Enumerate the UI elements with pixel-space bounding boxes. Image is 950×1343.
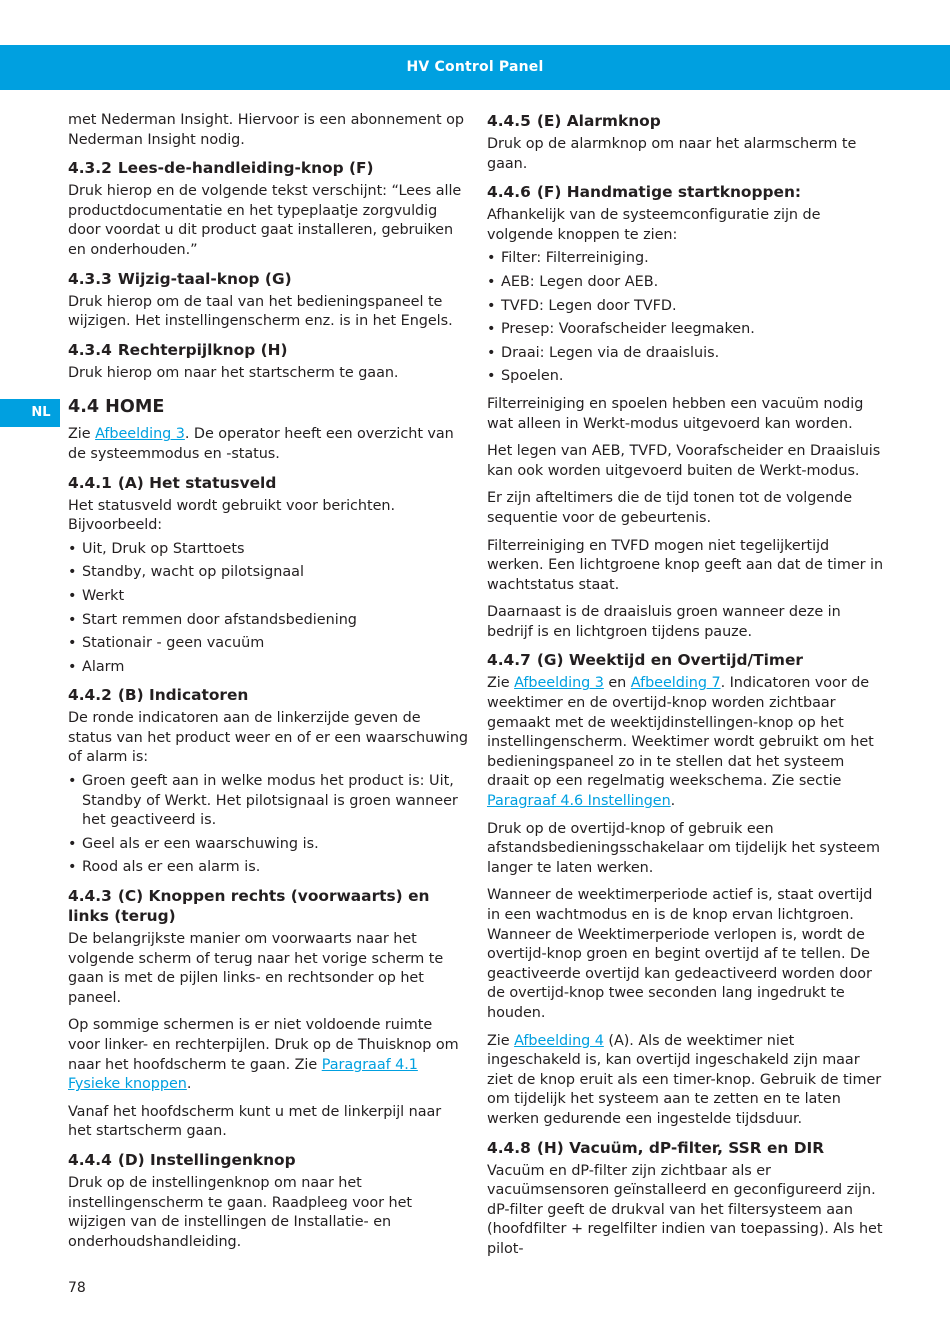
start-buttons-list: [487, 249, 887, 387]
list-item: • Filter: Filterreiniging.: [487, 249, 887, 269]
section-4-4-6-text: Afhankelijk van de systeemconfiguratie zijn de volgende knoppen te zien:: [487, 207, 821, 243]
list-item: • AEB: Legen door AEB.: [487, 273, 887, 293]
afbeelding-3-link[interactable]: Afbeelding 3: [95, 426, 185, 443]
section-4-4-5-text: Druk op de alarmknop om naar het alarmscherm te gaan.: [487, 136, 857, 172]
list-item: • Spoelen.: [487, 367, 887, 387]
list-item: • TVFD: Legen door TVFD.: [487, 297, 887, 317]
section-4-4-7-para-4: Zie Afbeelding 4 (A). Als de weektimer niet ingeschakeld is, kan overtijd ingeschakeld zijn maar ziet de knop eruit als een timer-knop. Gebruik de timer om tijdelijk het systeem aan te zetten en te laten werken gedurende een ingestelde tijdsduur.: [487, 1032, 882, 1127]
header-title: HV Control Panel: [406, 59, 544, 75]
list-item: • Presep: Voorafscheider leegmaken.: [487, 320, 887, 340]
section-4-4-7-para-2: Druk op de overtijd-knop of gebruik een afstandsbedieningsschakelaar om tijdelijk het systeem langer te laten werken.: [487, 820, 880, 876]
left-column: [68, 111, 468, 1260]
section-4-4-7-para-1: Zie Afbeelding 3 en Afbeelding 7. Indicatoren voor de weektimer en de overtijd-knop worden zichtbaar gemaakt met de weektijdinstellingen-knop op het instellingenscherm. Weektimer wordt gebruikt om het bedieningspaneel zo in te stellen dat het systeem draait op een regelmatig weekschema. Zie sectie Paragraaf 4.6 Instellingen.: [487, 675, 874, 810]
list-item: • Start remmen door afstandsbediening: [68, 611, 468, 631]
section-4-4-4-text: Druk op de instellingenknop om naar het instellingenscherm te gaan. Raadpleeg voor het wijzigen van de instellingen de Installatie- en onderhoudshandleiding.: [68, 1174, 413, 1250]
section-4-3-4-text: Druk hierop om naar het startscherm te gaan.: [68, 364, 399, 381]
list-item: • Rood als er een alarm is.: [68, 858, 468, 878]
status-list: [68, 540, 468, 678]
section-4-4-6-heading: 4.4.6 (F) Handmatige startknoppen:: [487, 183, 802, 202]
list-item: • Geel als er een waarschuwing is.: [68, 835, 468, 855]
section-4-4-3-text-2: Op sommige schermen is er niet voldoende ruimte voor linker- en rechterpijlen. Druk op de Thuisknop om naar het hoofdscherm te gaan. Zie Paragraaf 4.1 Fysieke knoppen.: [68, 1017, 459, 1093]
list-item: • Groen geeft aan in welke modus het product is: Uit, Standby of Werkt. Het pilotsignaal is groen wanneer het geactiveerd is.: [68, 772, 468, 831]
section-4-4-7-para-3: Wanneer de weektimerperiode actief is, staat overtijd in een wachtmodus en is de knop ervan lichtgroen. Wanneer de Weektimerperiode verlopen is, wordt de overtijd-knop groen en begint overtijd af te tellen. De geactiveerde overtijd kan gedeactiveerd worden door de overtijd-knop twee seconden lang ingedrukt te houden.: [487, 887, 873, 1021]
section-4-4-heading: 4.4 HOME: [68, 397, 165, 418]
section-4-3-2-heading: 4.3.2 Lees-de-handleiding-knop (F): [68, 159, 374, 178]
section-4-4-8-heading: 4.4.8 (H) Vacuüm, dP-filter, SSR en DIR: [487, 1138, 825, 1157]
section-4-4-6-para-3: Er zijn afteltimers die de tijd tonen tot de volgende sequentie voor de gebeurtenis.: [487, 490, 853, 526]
section-4-4-2-heading: 4.4.2 (B) Indicatoren: [68, 686, 249, 705]
section-4-4-1-heading: 4.4.1 (A) Het statusveld: [68, 473, 277, 492]
paragraaf-4-6-link[interactable]: Paragraaf 4.6 Instellingen: [487, 793, 671, 810]
page-header: [0, 45, 950, 90]
section-4-4-2-text: De ronde indicatoren aan de linkerzijde geven de status van het product weer en of er een waarschuwing of alarm is:: [68, 710, 468, 766]
section-4-4-8-text: Vacuüm en dP-filter zijn zichtbaar als er vacuümsensoren geïnstalleerd en geconfigureerd zijn. dP-filter geeft de drukval van het filtersysteem aan (hoofdfilter + regelfilter indien van toepassing). Als het pilot-: [487, 1162, 883, 1257]
section-4-3-2-text: Druk hierop en de volgende tekst verschijnt: “Lees alle productdocumentatie en het typeplaatje zorgvuldig door voordat u dit product gaat installeren, gebruiken en onderhouden.”: [68, 183, 462, 258]
list-item: • Alarm: [68, 658, 468, 678]
section-4-4-6-para-5: Daarnaast is de draaisluis groen wanneer deze in bedrijf is en lichtgroen tijdens pauze.: [487, 604, 841, 640]
section-4-4-4-heading: 4.4.4 (D) Instellingenknop: [68, 1150, 296, 1169]
section-4-4-7-heading: 4.4.7 (G) Weektijd en Overtijd/Timer: [487, 651, 803, 670]
right-column: [487, 111, 887, 1268]
page-number: 78: [68, 1280, 86, 1296]
language-tab: NL: [0, 399, 60, 427]
section-4-4-1-text: Het statusveld wordt gebruikt voor berichten. Bijvoorbeeld:: [68, 497, 395, 534]
list-item: • Stationair - geen vacuüm: [68, 634, 468, 654]
section-4-4-6-para-4: Filterreiniging en TVFD mogen niet tegelijkertijd werken. Een lichtgroene knop geeft aan dat de timer in wachtstatus staat.: [487, 537, 884, 593]
section-4-3-4-heading: 4.3.4 Rechterpijlknop (H): [68, 340, 288, 359]
list-item: • Standby, wacht op pilotsignaal: [68, 563, 468, 583]
section-4-4-text: Zie Afbeelding 3. De operator heeft een overzicht van de systeemmodus en -status.: [68, 426, 454, 462]
afbeelding-3-link[interactable]: Afbeelding 3: [514, 675, 604, 692]
section-4-3-3-heading: 4.3.3 Wijzig-taal-knop (G): [68, 269, 292, 288]
section-4-4-6-para-2: Het legen van AEB, TVFD, Voorafscheider en Draaisluis kan ook worden uitgevoerd buiten de Werkt-modus.: [487, 443, 881, 479]
section-4-4-6-para-1: Filterreiniging en spoelen hebben een vacuüm nodig wat alleen in Werkt-modus uitgevoerd kan worden.: [487, 395, 864, 432]
indicator-list: [68, 772, 468, 878]
list-item: • Werkt: [68, 587, 468, 607]
section-4-4-5-heading: 4.4.5 (E) Alarmknop: [487, 112, 661, 130]
list-item: • Uit, Druk op Starttoets: [68, 540, 468, 560]
list-item: • Draai: Legen via de draaisluis.: [487, 344, 887, 364]
intro-paragraph: met Nederman Insight. Hiervoor is een abonnement op Nederman Insight nodig.: [68, 112, 464, 148]
section-4-4-3-heading: 4.4.3 (C) Knoppen rechts (voorwaarts) en links (terug): [68, 887, 430, 926]
section-4-3-3-text: Druk hierop om de taal van het bedieningspaneel te wijzigen. Het instellingenscherm enz. is in het Engels.: [68, 293, 453, 330]
afbeelding-7-link[interactable]: Afbeelding 7: [630, 675, 721, 692]
section-4-4-3-text-1: De belangrijkste manier om voorwaarts naar het volgende scherm of terug naar het vorige scherm te gaan is met de pijlen links- en rechtsonder op het paneel.: [68, 931, 444, 1006]
afbeelding-4-link[interactable]: Afbeelding 4: [514, 1032, 604, 1049]
section-4-4-3-text-3: Vanaf het hoofdscherm kunt u met de linkerpijl naar het startscherm gaan.: [68, 1103, 442, 1140]
paragraaf-4-1-link[interactable]: Paragraaf 4.1 Fysieke knoppen: [68, 1056, 418, 1093]
